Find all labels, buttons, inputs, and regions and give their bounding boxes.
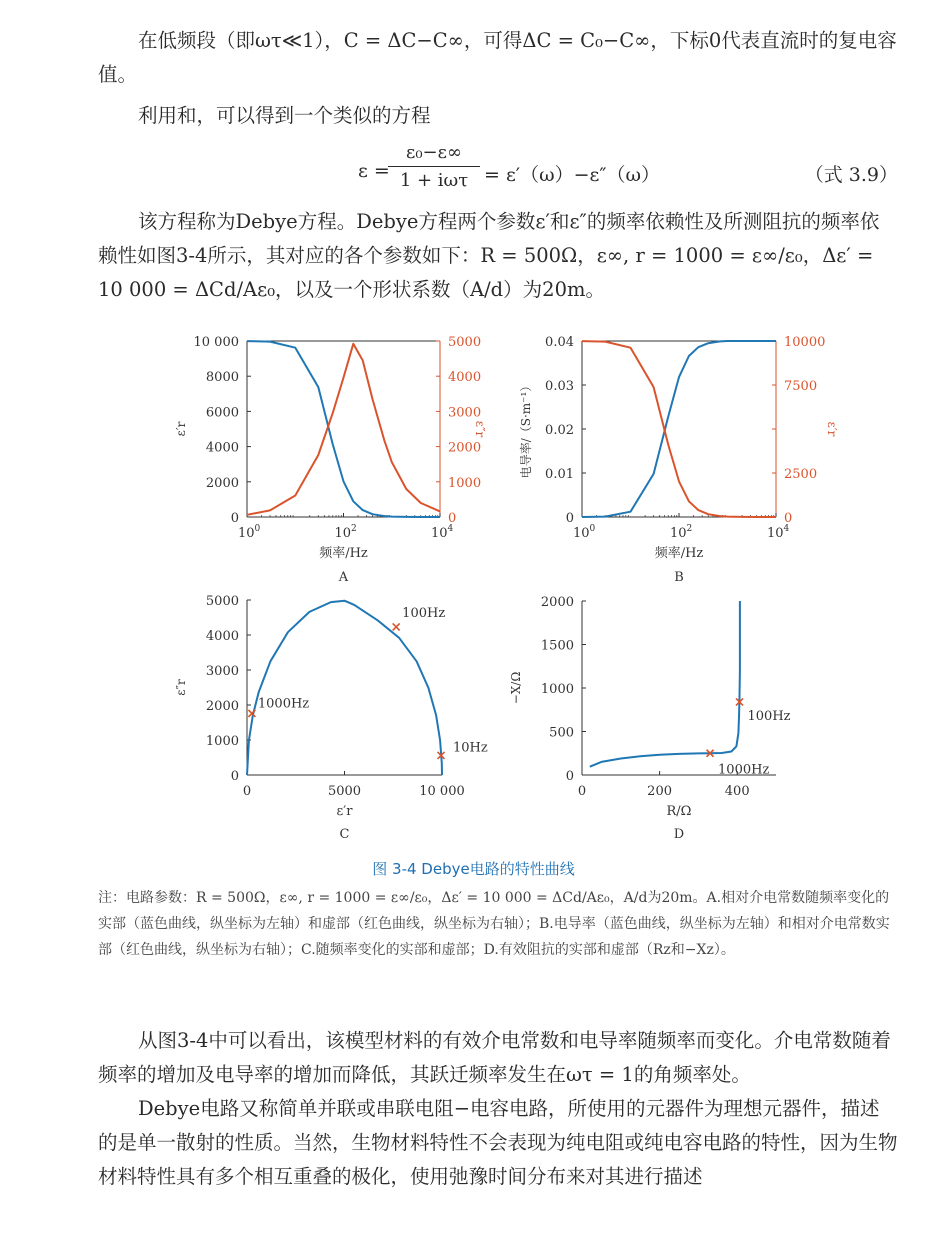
panel-b-y-label: 电导率/（S·m⁻¹）	[519, 379, 533, 479]
equation-lhs: ε =	[358, 160, 390, 182]
panel-a-y2-tick-label: 3000	[448, 405, 482, 421]
panel-b-y-tick-label: 0.01	[545, 467, 574, 482]
panel-c-y-tick-label: 3000	[205, 664, 239, 679]
panel-a-y-tick-label: 2000	[205, 475, 239, 491]
panel-b-x-tick-label: $10^2$	[670, 524, 693, 541]
paragraph-1: 在低频段（即ωτ≪1），C = ΔC−C∞，可得ΔC = C₀−C∞，下标0代表直流时的复电容值。	[98, 29, 897, 86]
equation-denominator: 1 + iωτ	[399, 170, 469, 191]
panel-d-y-tick-label: 0	[565, 769, 574, 784]
paragraph-2: 利用和，可以得到一个类似的方程	[138, 104, 431, 127]
paragraph-3: 该方程称为Debye方程。Debye方程两个参数ε′和ε″的频率依赖性及所测阻抗的频率依赖性如图3-4所示，其对应的各个参数如下：R = 500Ω，ε∞, r = 1000 = ε∞/ε₀，Δε′ = 10 000 = ΔCd/Aε₀，以及一个形状系数（A/d）为20m。	[98, 210, 880, 301]
panel-a-x-label: 频率/Hz	[319, 546, 368, 561]
panel-d-y-label: −X/Ω	[509, 671, 523, 705]
panel-a-x-tick-label: $10^4$	[431, 524, 454, 541]
panel-c-marker-label: 10Hz	[453, 740, 488, 756]
panel-c-marker-label: 1000Hz	[257, 696, 310, 712]
panel-a-y2-tick-label: 2000	[448, 440, 482, 456]
panel-a-panel-label: A	[338, 570, 349, 585]
panel-a-y-tick-label: 4000	[205, 440, 239, 456]
panel-c-x-tick-label: 10 000	[419, 784, 465, 799]
panel-a-y-tick-label: 8000	[205, 370, 239, 386]
panel-b-panel-label: B	[674, 570, 684, 585]
panel-b-series-blue-0	[582, 341, 776, 517]
panel-d-y-tick-label: 1000	[540, 682, 574, 697]
panel-a-y-tick-label: 0	[230, 511, 239, 526]
panel-d-x-label: R/Ω	[666, 804, 692, 819]
panel-a-y-tick-label: 10 000	[193, 335, 239, 350]
panel-a-series-red-1	[247, 344, 440, 515]
panel-c-panel-label: C	[339, 827, 350, 842]
panel-a-y2-tick-label: 5000	[448, 335, 482, 350]
panel-b-y2-label: ε′r	[825, 421, 839, 437]
panel-b-series-red-1	[582, 341, 776, 517]
panel-c-marker	[393, 623, 400, 630]
paragraph-5: Debye电路又称简单并联或串联电阻−电容电路，所使用的元器件为理想元器件，描述的是单一散射的性质。当然，生物材料特性不会表现为纯电阻或纯电容电路的特性，因为生物材料特性具有多个相互重叠的极化，使用弛豫时间分布来对其进行描述	[98, 1097, 898, 1188]
figure-caption: 图 3-4 Debye电路的特性曲线	[372, 860, 575, 878]
panel-d-y-tick-label: 1500	[540, 638, 574, 654]
panel-a-y-tick-label: 6000	[205, 405, 239, 421]
panel-b-y2-tick-label: 0	[784, 511, 793, 526]
panel-a-y2-tick-label: 4000	[448, 370, 482, 386]
panel-c-y-tick-label: 2000	[205, 699, 239, 714]
panel-c-marker-label: 100Hz	[402, 605, 446, 621]
panel-c-x-tick-label: 5000	[327, 784, 362, 799]
panel-d-x-tick-label: 0	[577, 784, 587, 799]
equation-number: （式 3.9）	[804, 164, 898, 186]
panel-d-series-blue-0	[590, 601, 740, 767]
panel-a-x-tick-label: $10^2$	[334, 524, 357, 541]
figure-3-4	[0, 318, 947, 856]
panel-b-y-tick-label: 0.02	[545, 423, 574, 438]
equation-3-9	[350, 142, 898, 202]
panel-d-panel-label: D	[673, 827, 685, 842]
panel-b-y2-tick-label: 10000	[784, 335, 826, 350]
panel-d-y-tick-label: 500	[549, 725, 574, 741]
panel-c-y-label: ε″r	[174, 679, 188, 696]
panel-a-x-tick-label: $10^0$	[238, 524, 261, 541]
panel-c-y-tick-label: 1000	[205, 734, 239, 749]
panel-b-x-tick-label: $10^0$	[573, 524, 596, 541]
panel-a-y2-tick-label: 0	[448, 511, 457, 526]
panel-a-y2-label: ε″r	[473, 420, 487, 438]
panel-b-y-tick-label: 0.04	[545, 335, 574, 350]
panel-b-y-tick-label: 0	[565, 511, 574, 526]
equation-rhs: = ε′（ω）−ε″（ω）	[484, 164, 660, 186]
panel-d-marker-label: 1000Hz	[718, 762, 770, 778]
panel-b-y2-tick-label: 7500	[784, 379, 818, 394]
panel-c-y-tick-label: 5000	[205, 594, 239, 609]
panel-c-x-tick-label: 0	[242, 784, 252, 799]
panel-b-y2-tick-label: 2500	[784, 467, 818, 482]
panel-d-x-tick-label: 200	[647, 784, 673, 799]
figure-note: 注：电路参数：R = 500Ω，ε∞, r = 1000 = ε∞/ε₀，Δε′ = 10 000 = ΔCd/Aε₀，A/d为20m。A.相对介电常数随频率变化的实部（蓝色曲线，纵坐标为左轴）和虚部（红色曲线，纵坐标为右轴）；B.电导率（蓝色曲线，纵坐标为左轴）和相对介电常数实部（红色曲线，纵坐标为右轴）；C.随频率变化的实部和虚部；D.有效阻抗的实部和虚部（Rz和−Xz）。	[98, 890, 890, 958]
paragraph-4: 从图3-4中可以看出，该模型材料的有效介电常数和电导率随频率而变化。介电常数随着频率的增加及电导率的增加而降低，其跃迁频率发生在ωτ = 1的角频率处。	[98, 1029, 891, 1086]
panel-c-y-tick-label: 4000	[205, 629, 239, 644]
panel-c-x-label: ε′r	[336, 804, 353, 819]
panel-b-x-tick-label: $10^4$	[767, 524, 790, 541]
equation-fraction	[388, 142, 480, 191]
panel-d-marker-label: 100Hz	[747, 708, 791, 724]
panel-a-series-blue-0	[247, 341, 440, 517]
panel-c-y-tick-label: 0	[230, 769, 239, 784]
panel-c-series-blue-0	[247, 601, 442, 775]
panel-a-y2-tick-label: 1000	[448, 475, 482, 491]
panel-a-y-label: ε′r	[174, 421, 188, 437]
panel-d-y-tick-label: 2000	[540, 595, 574, 610]
panel-b-y-tick-label: 0.03	[545, 379, 574, 394]
panel-b-x-label: 频率/Hz	[654, 546, 704, 561]
panel-d-x-tick-label: 400	[724, 784, 750, 799]
equation-numerator: ε₀−ε∞	[388, 142, 480, 167]
